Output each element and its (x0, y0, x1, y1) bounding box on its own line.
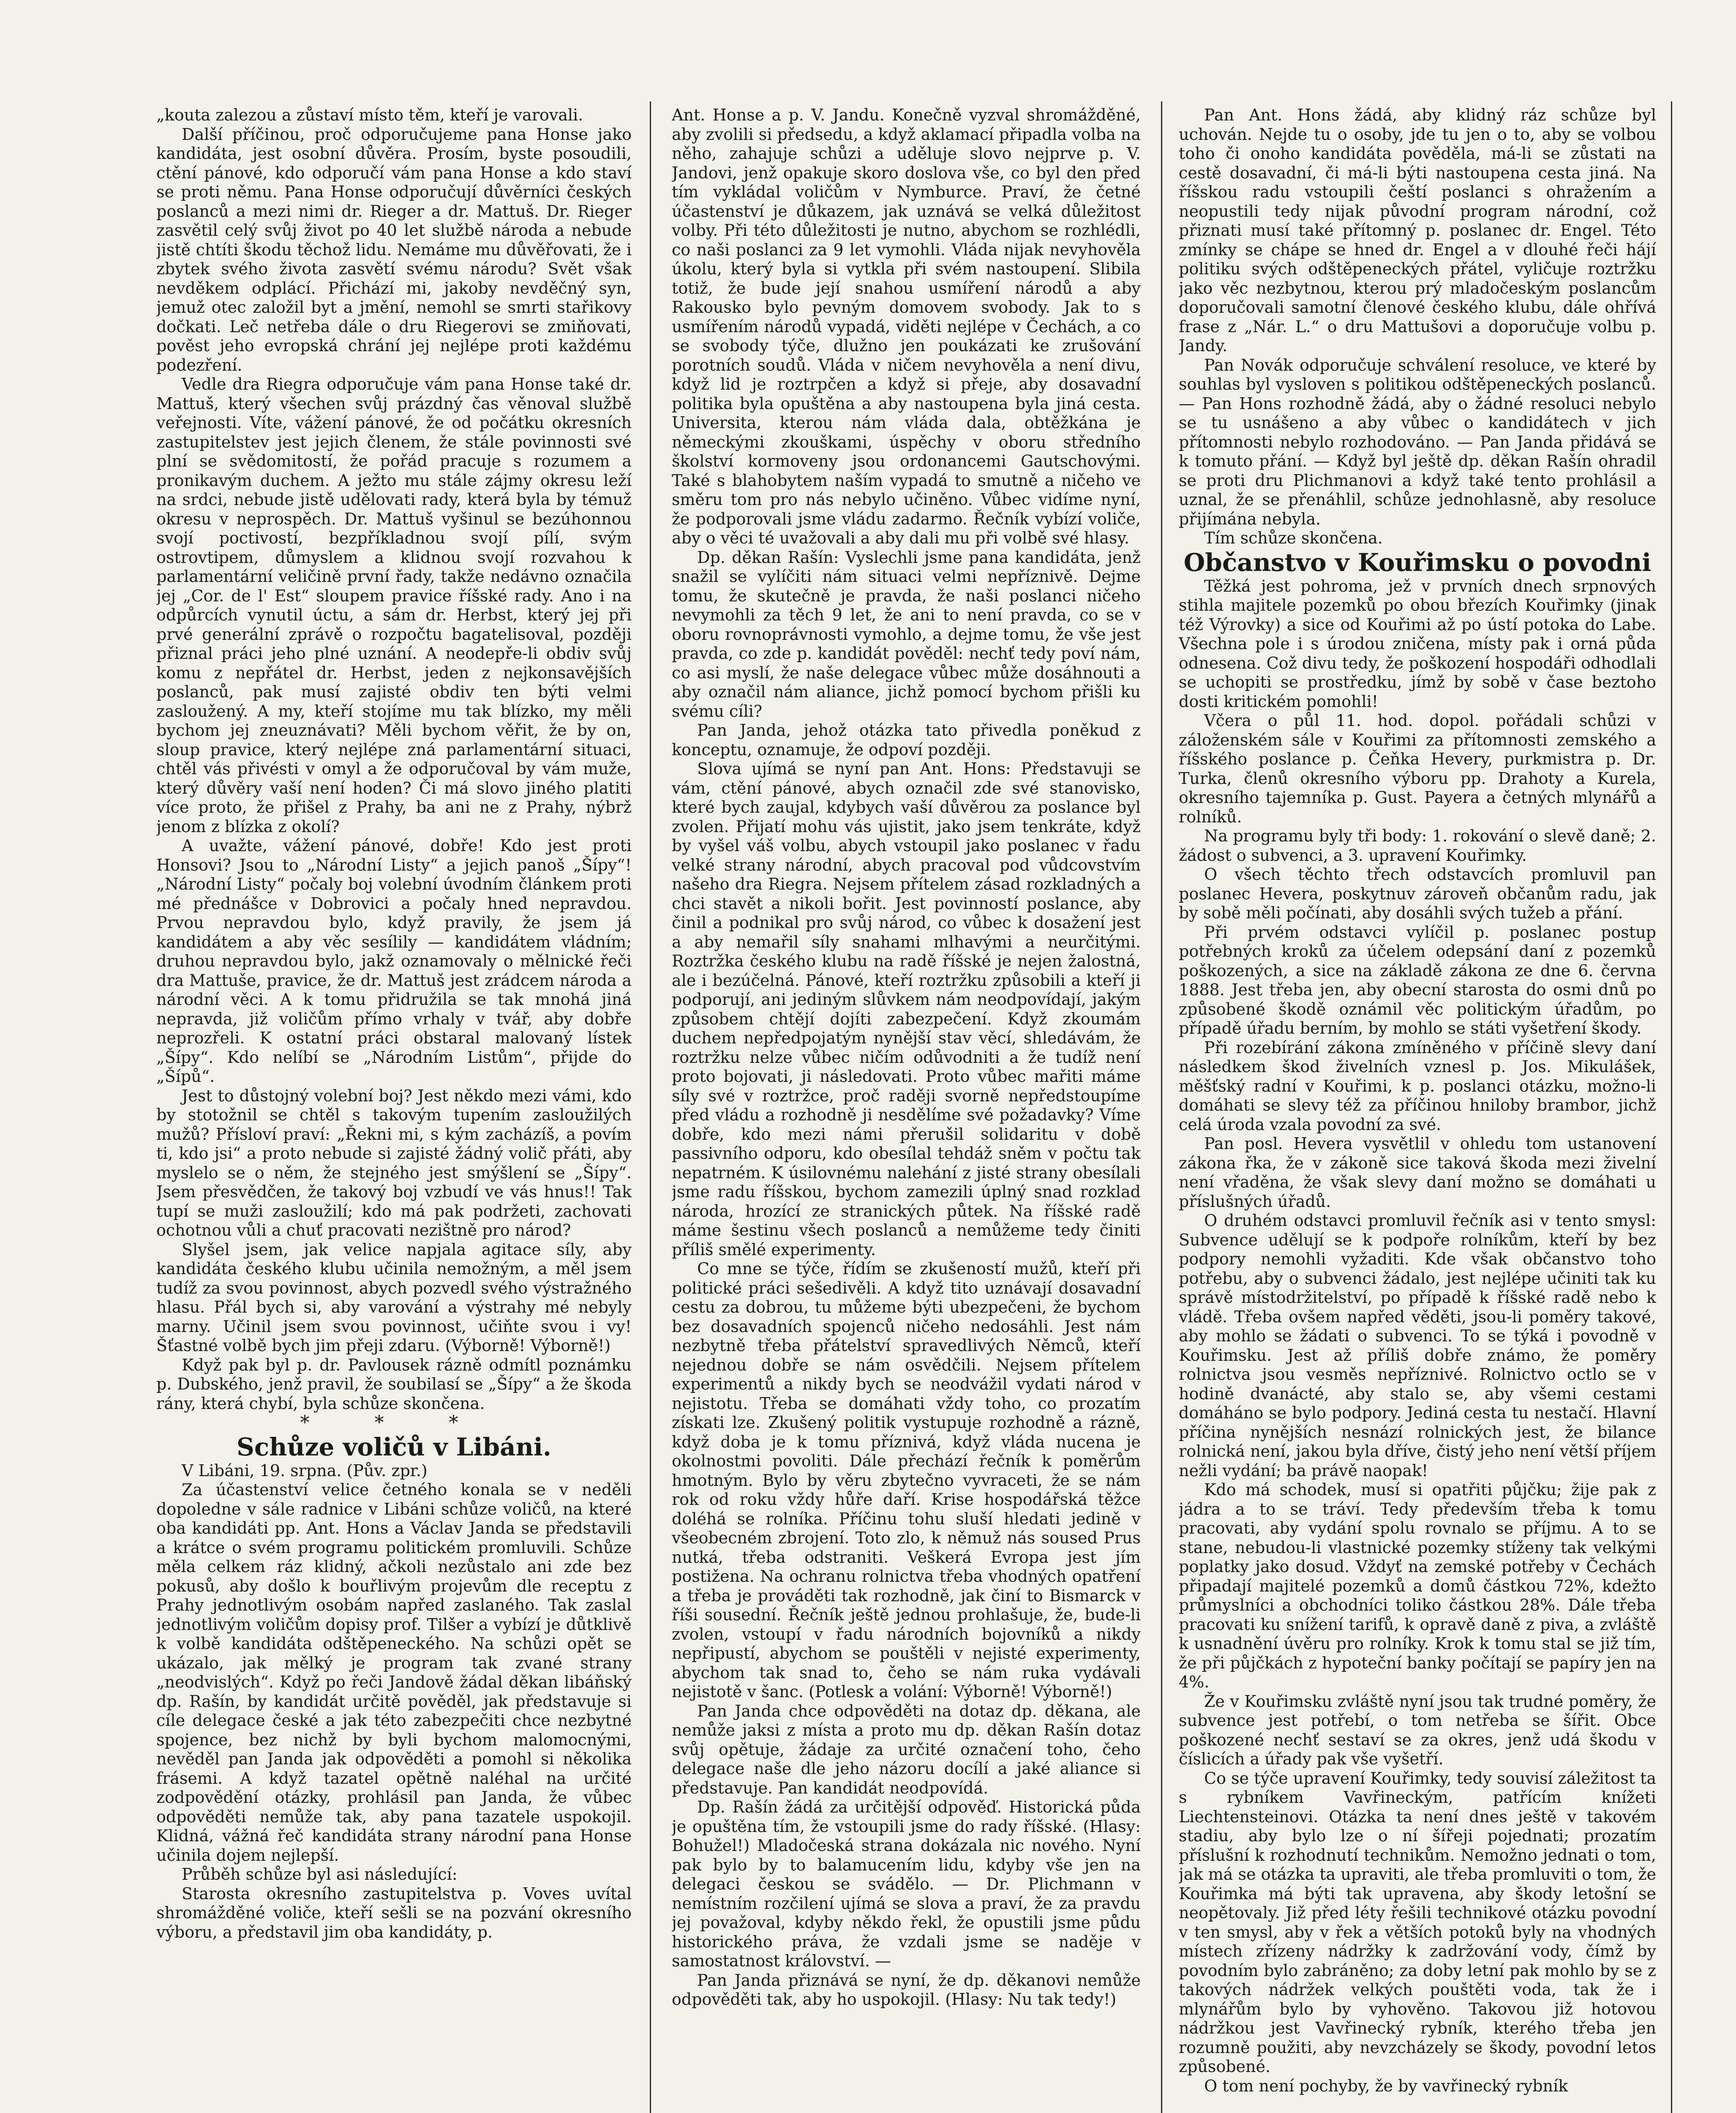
article-paragraph: Pan Ant. Hons žádá, aby klidný ráz schůze byl uchován. Nejde tu o osoby, jde tu jen o to, aby se volbou toho či onoho kandidáta pověděla, má-li se zůstati na cestě dosavadní, či má-li býti nastoupena cesta jiná. Na říšskou radu vstoupili čeští poslanci s ohražením a neopustili tedy nijak původní program národní, což přiznati musí také přítomný p. poslanec dr. Engel. Této zmínky se chápe se hned dr. Engel a v dlouhé řeči hájí politiku svých odštěpeneckých přátel, vyličuje roztržku jako věc nezbytnou, kterou prý mladočeským poslancům doporučovali samotní členové českého klubu, dále ohřívá frase z „Nár. L.“ o dru Mattušovi a doporučuje volbu p. Jandy. (1179, 106, 1656, 355)
article-paragraph: Vedle dra Riegra odporučuje vám pana Honse také dr. Mattuš, který všechen svůj prázdný čas věnoval službě veřejnosti. Víte, vážení pánové, že od počátku okresních zastupitelstev jest jejich členem, že stále povinnosti své plní se svědomitostí, že pořád pracuje s rozumem a pronikavým duchem. A ježto mu stále zájmy okresu leží na srdci, nebude jistě udělovati rady, která byla by témuž okresu v neprospěch. Dr. Mattuš vyšinul se bezúhonnou svojí poctivostí, bezpříkladnou svojí pílí, svým ostrovtipem, důmyslem a klidnou svojí rozvahou k parlamentární veličině první řady, takže nedávno označila jej „Cor. de l' Est“ sloupem pravice říšské rady. Ano i na odpůrcích vynutil úctu, a sám dr. Herbst, který jej při prvé generální zprávě o rozpočtu bagatelisoval, později přiznal práci jeho plné uznání. A neodepře-li obdiv svůj komu z nepřátel dr. Herbst, jeden z nejkonsavějších poslanců, pak musí zajisté obdiv ten býti velmi zasloužený. A my, kteří stojíme mu tak blízko, my měli bychom jej zneuznávati? Měli bychom věřit, že by on, sloup pravice, který nejlépe zná parlamentární situaci, chtěl vás přivésti v omyl a že odporučoval by vám muže, který důvěry vaší není hoden? Či má slovo jiného platiti více proto, že přišel z Prahy, ba ani ne z Prahy, nýbrž jenom z blízka z okolí? (156, 375, 632, 836)
article-paragraph: Za účastenství velice četného konala se v neděli dopoledne v sále radnice v Libáni schůze voličů, na které oba kandidáti pp. Ant. Hons a Václav Janda se představili a krátce o svém programu politickém promluvili. Schůze měla celkem ráz klidný, ačkoli nezůstalo ani zde bez pokusů, aby došlo k bouřlivým projevům dle receptu z Prahy jednotlivým osobám napřed zaslaného. Tak zaslal jednotlivým voličům dopisy prof. Tilšer a vybízí je důtklivě k volbě kandidáta odštěpeneckého. Na schůzi opět se ukázalo, jak mělký je program tak zvané strany „neodvislých“. Když po řeči Jandově žádal děkan libáňský dp. Rašín, by kandidát určitě pověděl, jak představuje si cíle delegace české a jak této zabezpečiti chce nezbytné spojence, bez nichž by byli bychom malomocnými, nevěděl pan Janda jak odpověděti a pomohl si několika frásemi. A když tazatel opětně naléhal na určité zodpovědění otázky, prohlásil pan Janda, že vůbec odpověděti nemůže tak, aby pana tazatele uspokojil. Klidná, vážná řeč kandidáta strany národní pana Honse učinila dojem nejlepší. (156, 1480, 632, 1865)
article-paragraph: A uvažte, vážení pánové, dobře! Kdo jest proti Honsovi? Jsou to „Národní Listy“ a jejich panoš „Šípy“! „Národní Listy“ počaly boj volební úvodním článkem proti mé přednášce v Dobrovici a počaly hned nepravdou. Prvou nepravdou bylo, když pravily, že jsem já kandidátem a aby věc sesílily — kandidátem vládním; druhou nepravdou bylo, jakž oznamovaly o mělnické řeči dra Mattuše, pravice, že dr. Mattuš jest zrádcem národa a národní věci. A k tomu přidružila se tak mnohá jiná nepravda, již voličům přímo vrhaly v tvář, aby dobře neprozřeli. K ostatní práci obstaral malovaný lístek „Šípy“. Kdo nelíbí se „Národním Listům“, přijde do „Šípů“. (156, 836, 632, 1086)
article-paragraph: Slova ujímá se nyní pan Ant. Hons: Představuji se vám, ctění pánové, abych označil zde své stanovisko, které bych zaujal, kdybych vaší důvěrou za poslance byl zvolen. Přijatí mohu vás ujistit, jako jsem tenkráte, když by vyšel váš volbu, abych vstoupil jako poslanec v řadu velké strany národní, abych pracoval pod vůdcovstvím našeho dra Riegra. Nejsem přítelem zásad rozkladných a chci stavět a nikoli bořit. Jest povinností poslance, aby činil a podnikal pro svůj národ, co vůbec k dosažení jest a aby nemařil síly snahami mlhavými a neurčitými. Roztržka českého klubu na radě říšské je nejen žalostná, ale i bezúčelná. Pánové, kteří roztržku způsobili a kteří ji podporují, ani jediným slůvkem nám neodpovídají, jakým způsobem chtějí dojíti zabezpečení. Když zkoumám duchem nepředpojatým nynější stav věcí, shledávám, že roztržku nelze vůbec ničím odůvodniti a že tudíž není proto bojovati, ji následovati. Proto vůbec mařiti máme síly své v roztržce, proč raději svorně nepředstoupíme před vládu a rozhodně ji nesdělíme své požadavky? Víme dobře, kdo mezi námi přerušil solidaritu v době passivního odporu, kdo obesílal tehdáž sněm v počtu tak nepatrném. K úsilovnému nalehání z jisté strany obesílali jsme radu říšskou, bychom zamezili úplný snad rozklad národa, hrozící ze stranických půtek. Na říšské radě máme šestinu všech poslanců a nemůžeme tedy činiti příliš smělé experimenty. (672, 759, 1141, 1259)
article-paragraph: Ant. Honse a p. V. Jandu. Konečně vyzval shromážděné, aby zvolili si předsedu, a když aklamací připadla volba na něho, zahajuje schůzi a uděluje slovo nejprve p. V. Jandovi, jenž opakuje skoro doslova vše, co byl den před tím vykládal voličům v Nymburce. Praví, že četné účastenství je důkazem, jak uznává se velká důležitost volby. Při této důležitosti je nutno, abychom se rozhlédli, co naši poslanci za 9 let vymohli. Vláda nijak nevyhověla úkolu, který byla si vytkla při svém nastoupení. Slibila totiž, že bude její snahou usmíření národů a aby Rakousko bylo pevným domovem svobody. Jak to s usmířením národů vypadá, viděti nejlépe v Čechách, a co se svobody týče, dlužno jen poukázati ke zrušování porotních soudů. Vláda v ničem nevyhověla a není divu, když lid je roztrpčen a když si přeje, aby dosavadní politika byla opuštěna a aby nastoupena byla jiná cesta. Universita, kterou nám vláda dala, obtěžkána je německými zkouškami, úspěchy v oboru středního školství kormoveny jsou ordonancemi Gautschovými. Také s blahobytem naším vypadá to smutně a ničeho ve směru tom pro nás nebylo učiněno. Vůbec vidíme nyní, že podporovali jsme vládu zadarmo. Řečník vybízí voliče, aby o věci té uvažovali a aby dali mu při volbě své hlasy. (672, 106, 1141, 547)
article-paragraph: Tím schůze skončena. (1204, 529, 1383, 547)
article-dateline: V Libáni, 19. srpna. (Pův. zpr.) (182, 1461, 428, 1480)
left-column (156, 106, 632, 2113)
article-paragraph: Jest to důstojný volební boj? Jest někdo mezi vámi, kdo by stotožnil se chtěl s takovým tupením zasloužilých mužů? Přísloví praví: „Řekni mi, s kým zacházíš, a povím ti, kdo jsi“ a proto nebude si zajisté žádný volič přáti, aby myslelo se o něm, že stejného jest smýšlení se „Šípy“. Jsem přesvědčen, že takový boj vzbudí ve vás hnus!! Tak tupí se muži zasloužilí; kdo má pak podržeti, zachovati ochotnou vůli a chuť pracovati nezištně pro národ? (156, 1086, 632, 1239)
middle-column (672, 106, 1141, 2113)
article-paragraph: Pan Novák odporučuje schválení resoluce, ve které by souhlas byl vysloven s politikou odštěpeneckých poslanců. — Pan Hons rozhodně žádá, aby o žádné resoluci nebylo se tu usnášeno a aby vůbec o kandidátech v jich přítomnosti nebylo rozhodováno. — Pan Janda přidává se k tomuto přání. — Když byl ještě dp. děkan Rašín ohradil se proti dru Plichmanovi a když také tento prohlásil a uznal, že se přenáhlil, schůze jednohlasně, aby resoluce přijímána nebyla. (1179, 355, 1656, 528)
article-paragraph: Těžká jest pohroma, jež v prvních dnech srpnových stihla majitele pozemků po obou březích Kouřimky (jinak též Výrovky) a sice od Kouřimi až po ústí potoka do Labe. Všechna pole i s úrodou zničena, místy pak i orná půda odnesena. Což divu tedy, že poškození hospodáři odhodlali se uchopiti se prostředku, jímž by sobě v čase beztoho dosti kritickém pomohli! (1179, 576, 1656, 711)
article-paragraph: Na programu byly tři body: 1. rokování o slevě daně; 2. žádost o subvenci, a 3. upravení Kouřimky. (1179, 827, 1656, 865)
article-paragraph: O tom není pochyby, že by vavřinecký rybník (1204, 2076, 1568, 2095)
article-paragraph: Co mne se týče, řídím se zkušeností mužů, kteří při politické práci sešedivěli. A když tito uznávají dosavadní cestu za dobrou, tu můžeme býti ubezpečeni, že bychom bez dosavadních spojenců ničeho nedosáhli. Jest nám nezbytně třeba přátelství spravedlivých Němců, kteří nejednou dobře se nám osvědčili. Nejsem přítelem experimentů a nikdy bych se neodvážil vydati národ v nejistotu. Třeba se domáhati vždy toho, co prozatím získati lze. Zkušený politik vystupuje rozhodně a rázně, když doba je k tomu příznivá, když vláda nucena je okolnostmi povoliti. Dále přechází řečník k poměrům hmotným. Bylo by věru zbytečno vyvraceti, že se nám rok od roku vždy hůře daří. Krise hospodářská těžce doléhá se rolníka. Příčinu tohu sluší hledati jedině v všeobecném zbrojení. Toto zlo, k němuž nás soused Prus nutká, třeba odstraniti. Veškerá Evropa jest jím postižena. Na ochranu rolnictva třeba vhodných opatření a třeba je prováděti tak rozhodně, jak činí to Bismarck v říši sousední. Řečník ještě jednou prohlašuje, že, bude-li zvolen, vstoupí v řadu národních bojovníků a nikdy nepřipustí, abychom se pouštěli v nejisté experimenty, abychom tak snad to, čeho se nám ruka vydávali nejistotě v šanc. (Potlesk a volání: Výborně! Výborně!) (672, 1259, 1141, 1701)
article-paragraph: Další příčinou, proč odporučujeme pana Honse jako kandidáta, jest osobní důvěra. Prosím, byste posoudili, ctění pánové, kdo odporučí vám pana Honse a kdo staví se proti němu. Pana Honse odporučují důvěrníci českých poslanců a mezi nimi dr. Rieger a dr. Mattuš. Dr. Rieger zasvětil celý svůj život po 40 let službě národa a nebude jistě chtíti škodu těchož lidu. Nemáme mu důvěřovati, že i zbytek svého života zasvětí svému národu? Svět však nevděkem odplácí. Přichází mi, jakoby nevděčný syn, jemuž otec založil byt a jmění, nemohl se smrti stařikovy dočkati. Leč netřeba dále o dru Riegerovi se zmiňovati, pověst jeho evropská chrání jej nejlépe proti každému podezření. (156, 125, 632, 374)
article-paragraph: O všech těchto třech odstavcích promluvil pan poslanec Hevera, poskytnuv zároveň občanům radu, jak by sobě měli počínati, aby dosáhli svých tužeb a přání. (1179, 865, 1656, 922)
column-rule-left (650, 101, 651, 2113)
article-paragraph: Pan Janda přiznává se nyní, že dp. děkanovi nemůže odpověděti tak, aby ho uspokojil. (Hlasy: Nu tak tedy!) (672, 1971, 1141, 2009)
article-paragraph: Že v Kouřimsku zvláště nyní jsou tak trudné poměry, že subvence jest potřebí, o tom netřeba se šířit. Obce poškozené nechť sestaví se za okres, jenž udá škodu v číslicích a úřady pak vše vyšetří. (1179, 1692, 1656, 1768)
article-paragraph: Dp. děkan Rašín: Vyslechli jsme pana kandidáta, jenž snažil se vylíčiti nám situaci velmi nepříznivě. Dejme tomu, že skutečně je pravda, že naši poslanci ničeho nevymohli za těch 9 let, že ani to není pravda, co se v oboru rovnoprávnosti vymohlo, a dejme tomu, že vše jest pravda, co zde p. kandidát pověděl: nechť tedy poví nám, co asi myslí, že naše delegace vůbec může dosáhnouti a aby označil nám aliance, jichž pomocí bychom přišli ku svému cíli? (672, 548, 1141, 721)
article-paragraph: Při rozebírání zákona zmíněného v příčině slevy daní následkem škod živelních vznesl p. Jos. Mikulášek, měšťský radní v Kouřimi, k p. poslanci otázku, možno-li domáhati se slevy též za příčinou hniloby brambor, jichž celá úroda vzala povodní za své. (1179, 1038, 1656, 1134)
section-separator: * * * (300, 1412, 488, 1433)
article-paragraph: Starosta okresního zastupitelstva p. Voves uvítal shromážděné voliče, kteří sešli se na pozvání okresního výboru, a představil jim oba kandidáty, p. (156, 1884, 632, 1941)
right-column (1179, 106, 1656, 2113)
article-paragraph: Při prvém odstavci vylíčil p. poslanec postup potřebných kroků za účelem odepsání daní z pozemků poškozených, a sice na základě zákona ze dne 6. června 1888. Jest třeba jen, aby obecní starosta do osmi dnů po způsobené škodě oznámil věc politickým úřadům, po případě úřadu berním, by mohlo se státi vyšetření škody. (1179, 923, 1656, 1037)
article-paragraph: „kouta zalezou a zůstaví místo těm, kteří je varovali. (156, 106, 583, 124)
article-paragraph: O druhém odstavci promluvil řečník asi v tento smysl: Subvence udělují se k podpoře rolníkům, kteří by bez podpory nemohli vyžaditi. Kde však občanstvo toho potřebu, aby o subvenci žádalo, jest nejlépe učiniti tak ku správě místodržitelství, po případě k říšské radě nebo k vládě. Třeba ovšem napřed věděti, jsou-li poměry takové, aby mohlo se žádati o subvenci. To se týká i povodně v Kouřimsku. Jest až příliš dobře známo, že poměry rolnictva jsou vesměs nepříznivé. Rolnictvo octlo se v hodině dvanácté, aby stalo se, aby všemi cestami domáháno se bylo podpory. Jediná cesta tu nestačí. Hlavní příčina nynějších nesnází rolnických jest, že bilance rolnická není, jakou byla dříve, čistý jeho není větší příjem nežli vydání; ba právě naopak! (1179, 1211, 1656, 1480)
article-paragraph: Včera o půl 11. hod. dopol. pořádali schůzi v záloženském sále v Kouřimi za přítomnosti zemského a říšského poslance p. Čeňka Hevery, purkmistra p. Dr. Turka, členů okresního výboru pp. Drahoty a Kurela, okresního tajemníka p. Gust. Payera a četných mlynářů a rolníků. (1179, 711, 1656, 826)
article-paragraph: Pan Janda, jehož otázka tato přivedla poněkud z konceptu, oznamuje, že odpoví později. (672, 721, 1141, 759)
article-heading: Občanstvo v Kouřimsku o povodni (1183, 548, 1652, 577)
article-paragraph: Pan Janda chce odpověděti na dotaz dp. děkana, ale nemůže jaksi z místa a proto mu dp. děkan Rašín dotaz svůj opětuje, žádaje za určité označení toho, čeho delegace naše dle jeho názoru docílí a jaké aliance si představuje. Pan kandidát neodpovídá. (672, 1701, 1141, 1797)
page-edge-rule (1671, 101, 1672, 2113)
article-heading: Schůze voličů v Libáni. (237, 1432, 551, 1461)
page-corner-mark (1466, 0, 1551, 23)
article-paragraph: Co se týče upravení Kouřimky, tedy souvisí záležitost ta s rybníkem Vavřineckým, patřícím knížeti Liechtensteinovi. Otázka ta není dnes ještě v takovém stadiu, aby bylo lze o ní šířeji pojednati; prozatím příslušní k rozhodnutí technikům. Nemožno jednati o tom, jak má se otázka ta upraviti, ale třeba promluviti o tom, že Kouřimka má býti tak upravena, aby škody letošní se neopětovaly. Již před léty řešili technikové otázku povodní v ten smysl, aby v řek a větších potoků byly na vhodných místech zřízeny nádržky k zadržování vody, čímž by povodním bylo zabráněno; za doby letní pak mohlo by se z takových nádržek velkých pouštěti voda, tak že i mlynářům bylo by vyhověno. Takovou již hotovou nádržkou jest Vavřinecký rybník, kterého třeba jen rozumně použiti, aby nevzcházely se škody, povodní letos způsobené. (1179, 1769, 1656, 2076)
column-rule-right (1161, 101, 1162, 2113)
article-paragraph: Slyšel jsem, jak velice napjala agitace síly, aby kandidáta českého klubu učinila nemožným, a měl jsem tudíž za svou povinnost, abych pozvedl svého výstražného hlasu. Přál bych si, aby varování a výstrahy mé nebyly marny. Učinil jsem svou povinnost, učiňte svou i vy! Šťastné volbě bych jim přeji zdaru. (Výborně! Výborně!) (156, 1240, 632, 1355)
article-paragraph: Kdo má schodek, musí si opatřiti půjčku; žije pak z jádra a to se tráví. Tedy především třeba k tomu pracovati, aby vydání spolu rovnalo se příjmu. A to se stane, nebudou-li vlastnické pozemky stíženy tak velkými poplatky jako dosud. Vždyť na zemské potřeby v Čechách připadají majitelé pozemků a domů částkou 72%, kdežto průmyslníci a obchodníci toliko částkou 28%. Dále třeba pracovati ku snížení tarifů, k opravě daně z piva, a zvláště k usnadnění úvěru pro rolníky. Krok k tomu stal se již tím, že při půjčkách z hypoteční banky počítají se papíry jen na 4%. (1179, 1480, 1656, 1691)
article-paragraph: Když pak byl p. dr. Pavlousek rázně odmítl poznámku p. Dubského, jenž pravil, že soubilasí se „Šípy“ a že škoda rány, která chybí, byla schůze skončena. (156, 1355, 632, 1413)
article-paragraph: Pan posl. Hevera vysvětlil v ohledu tom ustanovení zákona řka, že v zákoně sice taková škoda mezi živelní není vřaděna, že však slevy daní možno se domáhati u příslušných úřadů. (1179, 1134, 1656, 1211)
article-paragraph: Dp. Rašín žádá za určitější odpověď. Historická půda je opuštěna tím, že vstoupili jsme do rady říšské. (Hlasy: Bohužel!) Mladočeská strana dokázala nic nového. Nyní pak bylo by to balamucením lidu, kdyby vše jen na delegaci českou se svádělo. — Dr. Plichmann v nemístním rozčilení ujímá se slova a praví, že za pravdu jej považoval, kdyby někdo řekl, že opustili jsme půdu historického práva, že vzdali jsme se naděje v samostatnost království. — (672, 1798, 1141, 1970)
article-paragraph: Průběh schůze byl asi následující: (182, 1865, 458, 1884)
